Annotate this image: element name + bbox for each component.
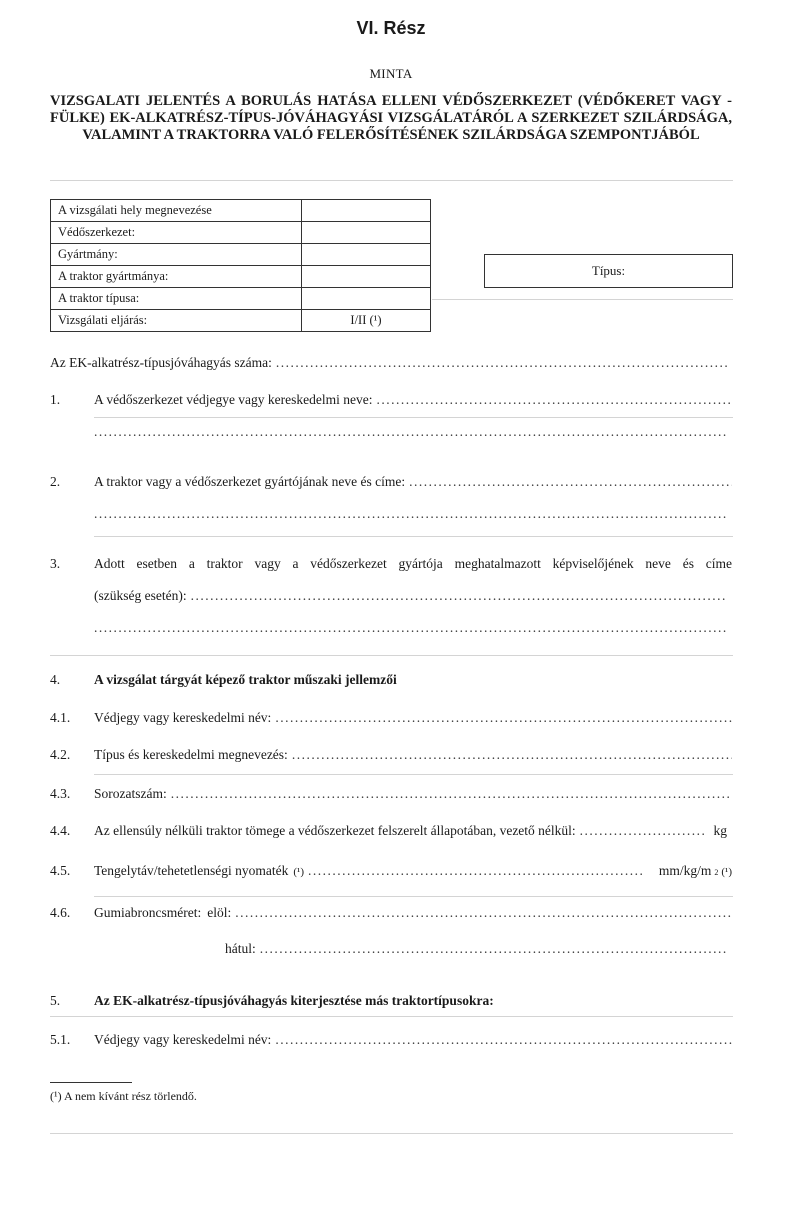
fill-dots — [260, 938, 727, 960]
tyre-front-field[interactable] — [94, 902, 732, 924]
item-number: 4.6. — [50, 905, 71, 920]
table-cell-label: Vizsgálati eljárás: — [51, 310, 302, 332]
divider — [94, 896, 733, 897]
footnote-ref: (¹) — [721, 866, 732, 878]
type-name-field[interactable] — [94, 744, 732, 766]
table-cell-label: A traktor típusa: — [51, 288, 302, 310]
fill-dots — [409, 471, 732, 493]
item-4-6 — [0, 902, 809, 924]
fill-dots — [94, 421, 727, 443]
item-number: 4.2. — [50, 747, 71, 762]
item-label: Az ellensúly nélküli traktor tömege a védőszerkezet felszerelt állapotában, vezető nélkül: — [94, 823, 576, 838]
extension-trademark-field[interactable] — [94, 1029, 732, 1051]
item-4-4 — [0, 820, 809, 842]
front-label: elöl: — [207, 905, 232, 920]
divider — [94, 417, 733, 418]
fill-dots — [235, 902, 732, 924]
divider — [432, 299, 733, 300]
fill-dots — [94, 503, 727, 525]
item-label: Védjegy vagy kereskedelmi név: — [94, 710, 272, 725]
item-1 — [0, 389, 809, 411]
item-number: 4.3. — [50, 786, 71, 801]
table-cell-label: A traktor gyártmánya: — [51, 266, 302, 288]
fill-dots — [580, 820, 704, 842]
wheelbase-field[interactable]: Tengelytáv/tehetetlenségi nyomaték (¹) ..... mm/kg/m 2 (¹) — [94, 860, 732, 883]
document-title: VIZSGALATI JELENTÉS A BORULÁS HATÁSA ELLENI VÉDŐSZERKEZET (VÉDŐKERET VAGY -FÜLKE) EK-ALKATRÉSZ-TÍPUS-JÓVÁHAGYÁSI VIZSGÁLATÁRÓL A SZERKEZET SZILÁRDSÁGA, VALAMINT A TRAKTORRA VALÓ FELERŐSÍTÉSÉNEK SZILÁRDSÁGA SZEMPONTJÁBÓL — [50, 93, 732, 143]
item-label: Adott esetben a traktor vagy a védőszerkezet gyártója meghatalmazott képviselőjének neve és címe — [94, 556, 732, 571]
fill-dots — [191, 585, 727, 607]
section-heading: A vizsgálat tárgyát képező traktor műszaki jellemzői — [94, 672, 397, 687]
item-4-3 — [0, 783, 809, 805]
table-row — [51, 200, 431, 222]
item-label: Védjegy vagy kereskedelmi név: — [94, 1032, 272, 1047]
footnote-rule — [50, 1082, 132, 1083]
item-number: 5. — [50, 993, 61, 1008]
table-row — [51, 266, 431, 288]
divider — [50, 180, 733, 181]
fill-dots — [275, 1029, 732, 1051]
item-label: Típus és kereskedelmi megnevezés: — [94, 747, 288, 762]
item-label: Gumiabroncsméret: — [94, 905, 202, 920]
table-cell-value: I/II (¹) — [302, 310, 431, 332]
brand-name-field[interactable] — [94, 389, 732, 411]
item-label: (szükség esetén): — [94, 588, 187, 603]
table-row — [51, 288, 431, 310]
item-4-2 — [0, 744, 809, 766]
table-cell-label: Gyártmány: — [51, 244, 302, 266]
table-row — [51, 244, 431, 266]
unit-label: mm/kg/m — [658, 863, 712, 878]
continuation-field[interactable] — [94, 421, 727, 443]
footnote-text: A nem kívánt rész törlendő. — [63, 1089, 197, 1103]
fill-dots — [94, 617, 727, 639]
footnote — [50, 1089, 197, 1104]
item-5-1 — [0, 1029, 809, 1051]
continuation-field[interactable] — [94, 617, 727, 639]
item-number: 4.4. — [50, 823, 71, 838]
sample-label: MINTA — [369, 66, 413, 81]
table-cell-value[interactable] — [302, 222, 431, 244]
table-cell-value[interactable] — [302, 288, 431, 310]
table-cell-value[interactable] — [302, 200, 431, 222]
rear-label: hátul: — [225, 941, 256, 956]
approval-number-field[interactable] — [50, 352, 727, 374]
manufacturer-field[interactable] — [94, 471, 732, 493]
trademark-field[interactable] — [94, 707, 732, 729]
fill-dots — [171, 783, 732, 805]
divider — [94, 774, 733, 775]
serial-number-field[interactable] — [94, 783, 732, 805]
item-label: Tengelytáv/tehetetlenségi nyomaték — [94, 863, 289, 878]
mass-field[interactable] — [94, 820, 727, 842]
footnote-ref: (¹) — [293, 866, 304, 878]
table-row — [51, 310, 431, 332]
item-number: 2. — [50, 474, 61, 489]
divider — [50, 1133, 733, 1134]
section-5 — [0, 990, 809, 1012]
item-number: 1. — [50, 392, 61, 407]
section-heading: Az EK-alkatrész-típusjóváhagyás kiterjesztése más traktortípusokra: — [94, 993, 494, 1008]
item-number: 3. — [50, 556, 61, 571]
fill-dots — [275, 707, 732, 729]
footnote-mark: (¹) — [50, 1089, 62, 1103]
table-row — [51, 222, 431, 244]
fill-dots — [276, 352, 727, 374]
table-cell-value[interactable] — [302, 266, 431, 288]
unit-label: kg — [713, 823, 727, 838]
item-label: Sorozatszám: — [94, 786, 167, 801]
info-table — [50, 199, 431, 332]
item-4-1 — [0, 707, 809, 729]
type-box[interactable]: Típus: — [484, 254, 733, 288]
part-heading: VI. Rész — [356, 18, 426, 38]
divider — [50, 655, 733, 656]
tyre-rear-field[interactable] — [225, 938, 727, 960]
fill-dots — [377, 389, 732, 411]
divider — [94, 536, 733, 537]
table-cell-label: A vizsgálati hely megnevezése — [51, 200, 302, 222]
table-cell-label: Védőszerkezet: — [51, 222, 302, 244]
divider — [50, 1016, 733, 1017]
table-cell-value[interactable] — [302, 244, 431, 266]
item-number: 4. — [50, 672, 61, 687]
item-number: 5.1. — [50, 1032, 71, 1047]
item-number: 4.5. — [50, 863, 71, 878]
item-2 — [0, 471, 809, 493]
item-3 — [0, 553, 809, 575]
section-4 — [0, 669, 809, 691]
item-label: A védőszerkezet védjegye vagy kereskedelmi neve: — [94, 392, 373, 407]
representative-field[interactable] — [94, 585, 727, 607]
fill-dots — [292, 744, 732, 766]
item-number: 4.1. — [50, 710, 71, 725]
item-4-5 — [0, 860, 809, 882]
approval-number-label: Az EK-alkatrész-típusjóváhagyás száma: — [50, 355, 272, 370]
item-label: A traktor vagy a védőszerkezet gyártójának neve és címe: — [94, 474, 406, 489]
continuation-field[interactable] — [94, 503, 727, 525]
fill-dots — [308, 860, 645, 882]
